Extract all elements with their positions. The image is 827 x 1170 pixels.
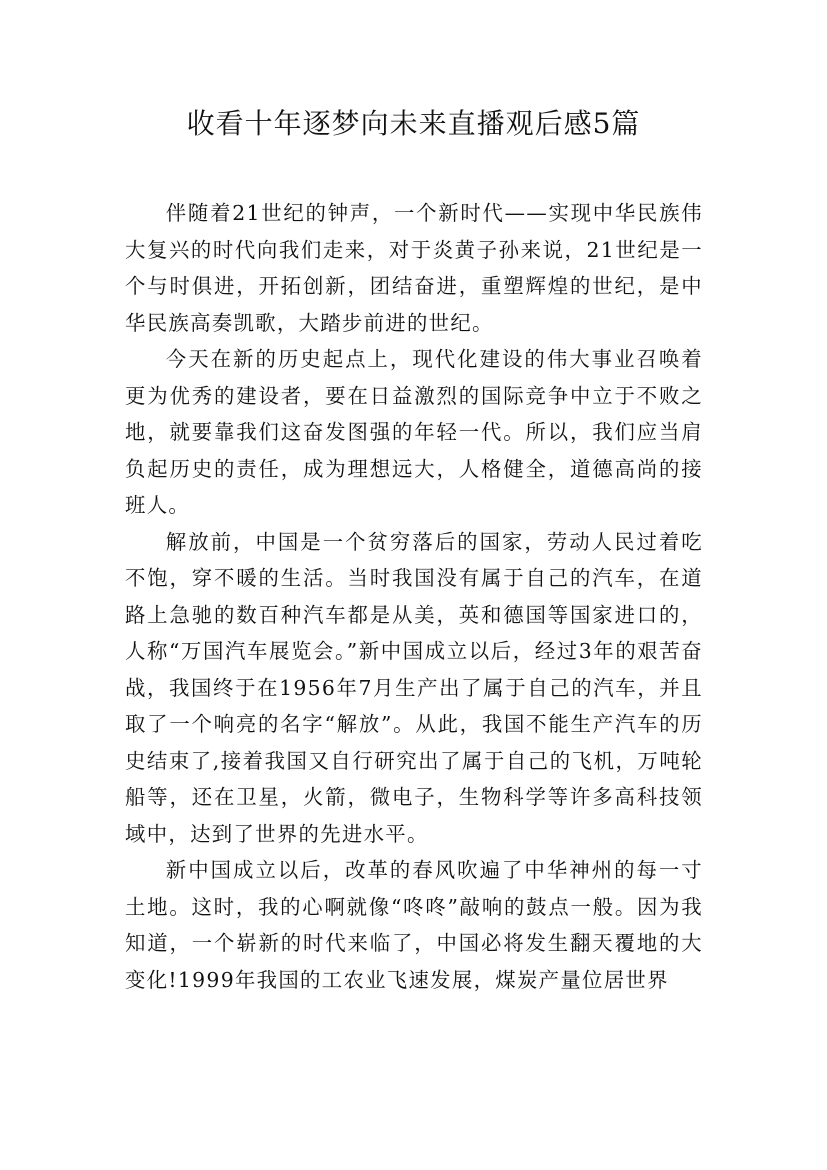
paragraph-3: 解放前，中国是一个贫穷落后的国家，劳动人民过着吃不饱，穿不暖的生活。当时我国没有属于自己的汽车，在道路上急驰的数百种汽车都是从美，英和德国等国家进口的，人称“万国汽车展览会。”新中国成立以后，经过3年的艰苦奋战，我国终于在1956年7月生产出了属于自己的汽车，并且取了一个响亮的名字“解放”。从此，我国不能生产汽车的历史结束了,接着我国又自行研究出了属于自己的飞机，万吨轮船等，还在卫星，火箭，微电子，生物科学等许多高科技领域中，达到了世界的先进水平。 <box>125 529 703 846</box>
document-title: 收看十年逐梦向未来直播观后感5篇 <box>186 107 641 140</box>
document-body <box>125 195 703 998</box>
paragraph-1: 伴随着21世纪的钟声，一个新时代——实现中华民族伟大复兴的时代向我们走来，对于炎黄子孙来说，21世纪是一个与时俱进，开拓创新，团结奋进，重塑辉煌的世纪，是中华民族高奏凯歌，大踏步前进的世纪。 <box>125 201 703 335</box>
paragraph-2: 今天在新的历史起点上，现代化建设的伟大事业召唤着更为优秀的建设者，要在日益激烈的国际竞争中立于不败之地，就要靠我们这奋发图强的年轻一代。所以，我们应当肩负起历史的责任，成为理想远大，人格健全，道德高尚的接班人。 <box>125 347 703 517</box>
paragraph-4: 新中国成立以后，改革的春风吹遍了中华神州的每一寸土地。这时，我的心啊就像“咚咚”敲响的鼓点一般。因为我知道，一个崭新的时代来临了，中国必将发生翻天覆地的大变化!1999年我国的工农业飞速发展，煤炭产量位居世界 <box>125 858 703 992</box>
